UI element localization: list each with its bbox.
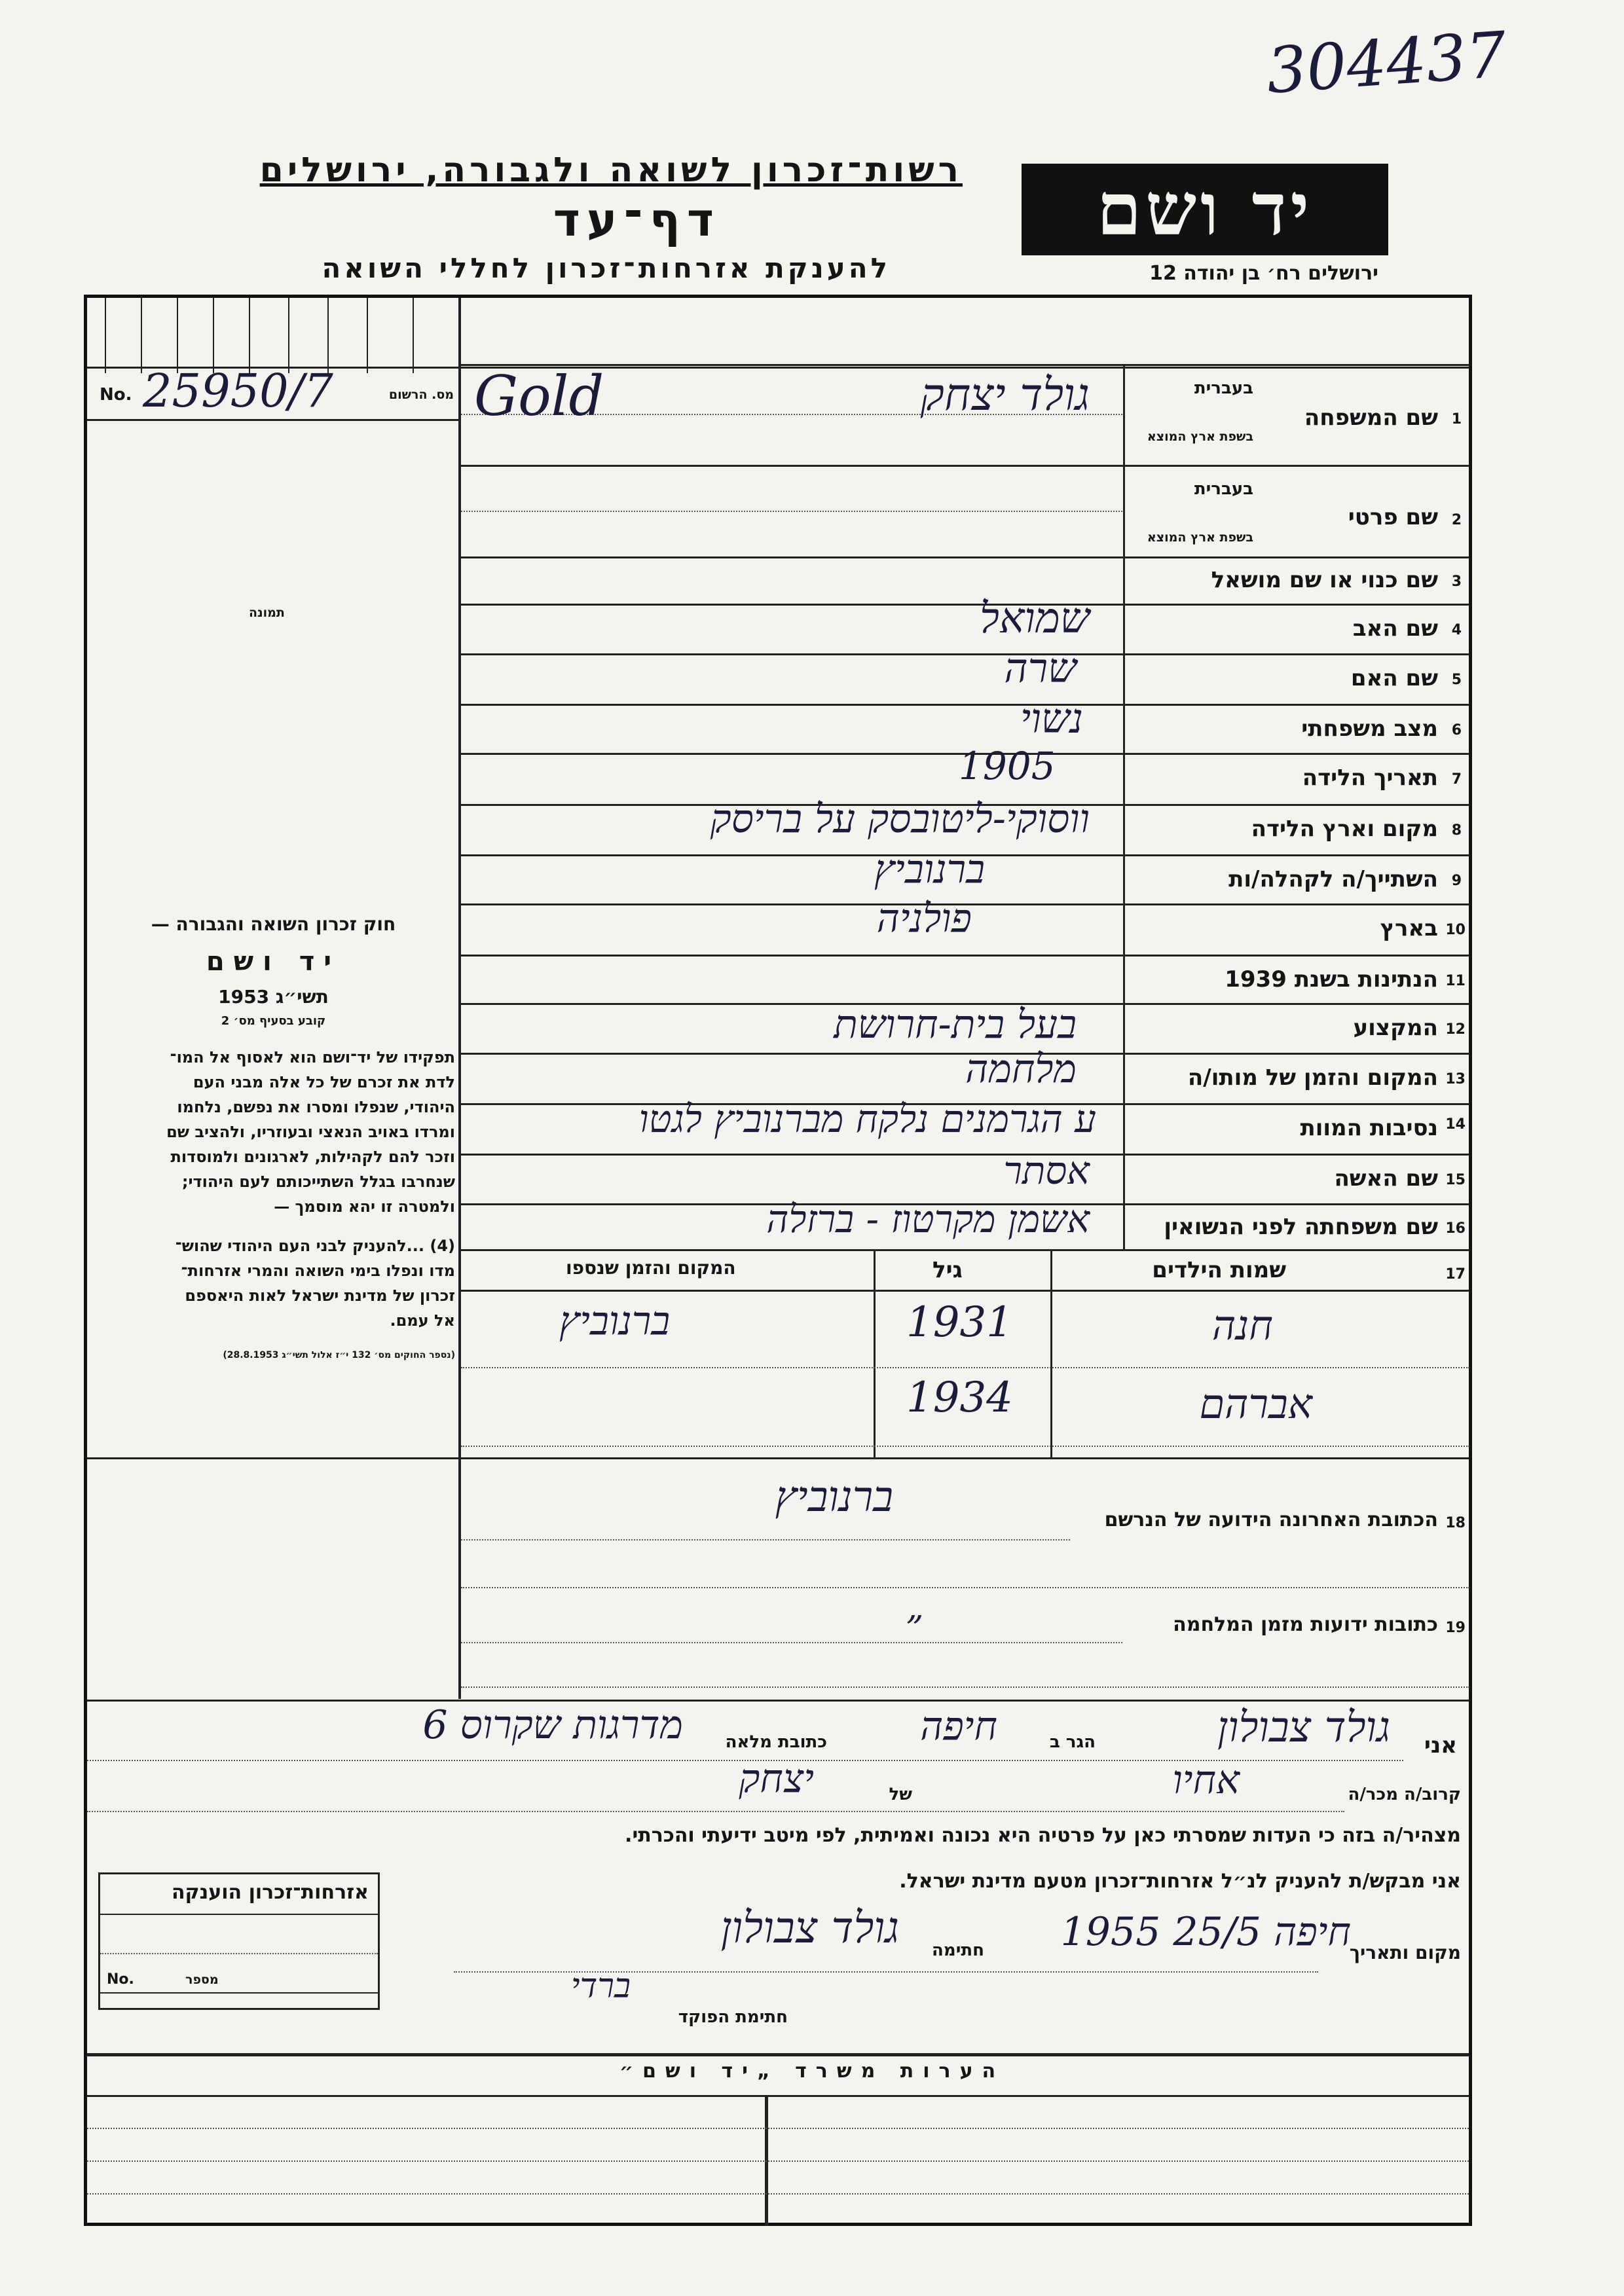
field-row-15 — [461, 1148, 1469, 1203]
field-label-last-address: הכתובת האחרונה הידועה של הנרשם — [1104, 1508, 1438, 1531]
photo-label: תמונה — [249, 606, 285, 620]
logo-text: יד ושם — [1096, 167, 1314, 251]
archive-file-number: 304437 — [1264, 18, 1509, 108]
field-row-14 — [461, 1097, 1469, 1154]
field-num: 5 — [1451, 672, 1462, 688]
ledger-col — [105, 298, 106, 373]
field-value-birth-place: ווסוקי-ליטובסק על בריסק — [710, 796, 1090, 842]
field-label-citizenship-1939: הנתינות בשנת 1939 — [1225, 966, 1438, 993]
field-label-birth-date: תאריך הלידה — [1302, 765, 1438, 791]
field-value-occupation: בעל בית-חרושת — [834, 1002, 1077, 1048]
row-line — [461, 1539, 1070, 1540]
form-subtitle: להענקת אזרחות־זכרון לחללי השואה — [322, 252, 891, 284]
field-row-13 — [461, 1046, 1469, 1103]
field-num: 8 — [1451, 822, 1462, 839]
field-sub-hebrew: בעברית — [1194, 479, 1253, 499]
field-value-family-latin: Gold — [474, 364, 604, 428]
field-value-marital-status: נשוי — [1020, 695, 1083, 742]
law-excerpt — [92, 913, 455, 1360]
field-row-10 — [461, 896, 1469, 955]
field-label-birth-place: מקום וארץ הלידה — [1251, 816, 1438, 842]
law-name: יד ושם — [206, 947, 341, 977]
row-line — [461, 1686, 1469, 1688]
child-name: אברהם — [1199, 1380, 1312, 1428]
field-label-country: בארץ — [1380, 915, 1438, 941]
law-line: זכרון של מדינת ישראל לאות היאספם — [185, 1286, 455, 1305]
office-notes-title: הערות משרד „יד ושם״ — [619, 2060, 1005, 2083]
law-line: ולמטרה זו יהא מוסמך — — [274, 1197, 455, 1216]
col-header-death-place: המקום והזמן שנספו — [566, 1257, 736, 1279]
box-line — [100, 1953, 378, 1954]
child-name: חנה — [1211, 1302, 1273, 1349]
field-sub-hebrew: בעברית — [1194, 378, 1253, 398]
box-rule — [100, 1914, 378, 1915]
field-label-nickname: שם כנוי או שם מושאל — [1211, 567, 1438, 593]
row-line — [87, 1811, 1344, 1812]
field-label-first-name: שם פרטי — [1348, 504, 1438, 530]
declaration-ani: אני — [1424, 1732, 1457, 1758]
address-label: כתובת מלאה — [725, 1732, 827, 1752]
citizenship-request: אני מבקש/ת להעניק לנ״ל אזרחות־זכרון מטעם מדינת ישראל. — [899, 1870, 1461, 1893]
law-line: שנחרבו בגלל השתייכותם לעם היהודי; — [181, 1173, 455, 1191]
reg-label: מס. הרשום — [388, 388, 454, 402]
notes-line — [87, 2160, 1469, 2162]
field-value-war-addresses: „ — [906, 1588, 924, 1628]
ledger-col — [367, 298, 368, 373]
field-num: 2 — [1451, 512, 1462, 528]
of-label: של — [889, 1785, 912, 1804]
field-label-war-addresses: כתובות ידועות מזמן המלחמה — [1173, 1613, 1438, 1636]
field-value-father-name: שמואל — [980, 594, 1090, 643]
child-death-place: ברנוביץ — [559, 1298, 671, 1344]
col-header-age: גיל — [932, 1257, 963, 1283]
field-num: 9 — [1451, 873, 1462, 889]
notes-line — [87, 2128, 1469, 2129]
field-num: 19 — [1445, 1620, 1466, 1636]
law-line: (4) ...להעניק לבני העם היהודי שהוש־ — [175, 1237, 455, 1255]
field-num: 4 — [1451, 622, 1462, 638]
field-label-wife-name: שם האשה — [1334, 1165, 1438, 1192]
reg-rule — [87, 419, 460, 421]
place-date-value: חיפה 25/5 1955 — [1060, 1909, 1351, 1955]
field-num: 1 — [1451, 411, 1462, 428]
child-age: 1934 — [906, 1374, 1013, 1422]
field-row-1 — [461, 364, 1469, 465]
col-header-child-names: שמות הילדים — [1152, 1257, 1286, 1283]
law-line: ומרדו באויב הנאצי ובעוזריו, ולהציב שם — [166, 1123, 455, 1141]
yad-vashem-logo — [1022, 164, 1388, 255]
field-label-occupation: המקצוע — [1353, 1015, 1438, 1041]
ledger-col — [327, 298, 329, 373]
law-line: מדו ונפלו בימי השואה והמרי אזרחות־ — [181, 1262, 455, 1280]
field-value-last-address: ברנוביץ — [775, 1473, 893, 1522]
citizenship-box-title: אזרחות־זכרון הוענקה — [171, 1881, 369, 1904]
law-clause: קובע בסעיף מס׳ 2 — [221, 1014, 326, 1028]
law-line: תפקידו של יד־ושם הוא לאסוף אל המו־ — [170, 1048, 455, 1066]
header-rule — [461, 1290, 1469, 1292]
field-value-wife-name: אסתר — [1003, 1148, 1090, 1193]
field-label-death-place-time: המקום והזמן של מותו/ה — [1187, 1065, 1438, 1091]
field-num: 15 — [1445, 1172, 1466, 1188]
declarant-address: מדרגות שקרוס 6 — [422, 1702, 683, 1748]
field-value-family-name: גולד יצחק — [920, 369, 1090, 421]
field-num: 13 — [1445, 1071, 1466, 1087]
reg-value: 25950/7 — [143, 364, 333, 418]
row-line — [461, 1367, 1469, 1368]
ledger-col — [288, 298, 289, 373]
col-divider — [874, 1249, 876, 1457]
field-num: 12 — [1445, 1021, 1466, 1038]
field-row-5 — [461, 644, 1469, 704]
law-line: וזכר להם לקהילות, לארגונים ולמוסדות — [170, 1148, 455, 1166]
official-signature-label: חתימת הפוקד — [678, 2007, 788, 2027]
field-row-18 — [461, 1457, 1469, 1588]
field-num: 10 — [1445, 922, 1466, 938]
ledger-col — [141, 298, 142, 373]
field-row-3 — [461, 556, 1469, 604]
signature-label: חתימה — [932, 1941, 984, 1960]
field-num: 6 — [1451, 722, 1462, 738]
law-line: לדת את זכרם של כל אלה מבני העם — [193, 1073, 455, 1091]
declarant-relation: אחיו — [1172, 1757, 1240, 1803]
field-value-death-place-time: מלחמה — [965, 1046, 1077, 1092]
box-rule — [100, 1992, 378, 1994]
declarant-signature: גולד צבולון — [720, 1903, 899, 1953]
address: ירושלים רח׳ בן יהודה 12 — [1149, 262, 1378, 285]
official-signature: ברדי — [570, 1967, 631, 2006]
field-num: 11 — [1445, 973, 1466, 989]
ledger-col — [177, 298, 178, 373]
field-num: 17 — [1445, 1266, 1466, 1283]
law-line: אל עמם. — [390, 1311, 455, 1330]
declarant-name: גולד צבולון — [1217, 1704, 1390, 1752]
field-value-country: פולניה — [876, 896, 972, 941]
law-line: היהודי, שנפלו ומסרו את נפשם, נלחמו — [177, 1098, 455, 1116]
ledger-col — [413, 298, 414, 373]
field-row-12 — [461, 1003, 1469, 1053]
field-row-19 — [461, 1588, 1469, 1700]
field-num: 16 — [1445, 1220, 1466, 1237]
field-label-mother-name: שם האם — [1350, 665, 1438, 691]
ledger-col — [249, 298, 250, 373]
child-age: 1931 — [906, 1298, 1013, 1347]
col-divider — [1050, 1249, 1052, 1457]
ledger-col — [213, 298, 214, 373]
field-row-2 — [461, 465, 1469, 556]
field-value-community: ברנוביץ — [874, 847, 985, 892]
field-label-family-name: שם המשפחה — [1304, 405, 1438, 431]
form-title: דף־עד — [553, 193, 720, 247]
field-sub-origin: בשפת ארץ המוצא — [1147, 530, 1253, 545]
field-label-death-circumstances: נסיבות המוות — [1300, 1115, 1438, 1141]
field-label-community: השתייך/ה לקהלה/ות — [1228, 866, 1438, 892]
notes-line — [87, 2193, 1469, 2195]
reg-no-prefix: No. — [100, 385, 132, 405]
citizenship-granted-box — [98, 1872, 380, 2010]
law-year: תשי״ג 1953 — [218, 986, 329, 1008]
field-label-wife-maiden-name: שם משפחתה לפני הנשואין — [1164, 1214, 1438, 1240]
law-source: (נספר החוקים מס׳ 132 י״ז אלול תשי״ג 28.8.1953) — [223, 1350, 455, 1360]
citizenship-number-label: מספר — [185, 1973, 219, 1987]
field-num: 7 — [1451, 771, 1462, 788]
row-line — [461, 1642, 1122, 1643]
field-value-birth-date: 1905 — [959, 744, 1056, 788]
citizenship-no-prefix: No. — [107, 1971, 134, 1988]
declarant-city: חיפה — [920, 1704, 997, 1749]
law-title: חוק זכרון השואה והגבורה — — [151, 913, 396, 935]
field-row-16 — [461, 1197, 1469, 1249]
relation-label: קרוב/ה מכר/ה — [1348, 1785, 1461, 1804]
section-rule-thick — [87, 2053, 1469, 2056]
place-date-label: מקום ותאריך — [1349, 1942, 1461, 1963]
authority-line: רשות־זכרון לשואה ולגבורה, ירושלים — [259, 151, 963, 190]
relation-of-name: יצחק — [739, 1756, 814, 1802]
field-value-wife-maiden-name: אשמן מקרטוז - ברזלה — [766, 1197, 1090, 1241]
section-rule — [87, 2095, 1469, 2097]
children-table — [461, 1249, 1469, 1457]
field-num: 18 — [1445, 1515, 1466, 1531]
field-num: 3 — [1451, 574, 1462, 590]
field-row-4 — [461, 594, 1469, 653]
field-label-father-name: שם האב — [1352, 615, 1438, 642]
field-num: 14 — [1445, 1116, 1466, 1133]
field-value-death-circumstances: ע הגרמנים נלקח מברנוביץ לגטו — [638, 1097, 1096, 1141]
field-sub-origin: בשפת ארץ המוצא — [1147, 429, 1253, 444]
resides-label: הגר ב — [1049, 1732, 1096, 1752]
field-value-mother-name: שרה — [1004, 644, 1077, 692]
field-label-marital-status: מצב משפחתי — [1301, 716, 1438, 742]
declaration-statement: מצהיר/ה בזה כי העדות שמסרתי כאן על פרטיה היא נכונה ואמיתית, לפי מיטב ידיעתי והכרתי. — [625, 1824, 1461, 1847]
registration-number — [97, 364, 454, 419]
field-row-11 — [461, 955, 1469, 1003]
row-line — [461, 1446, 1469, 1447]
